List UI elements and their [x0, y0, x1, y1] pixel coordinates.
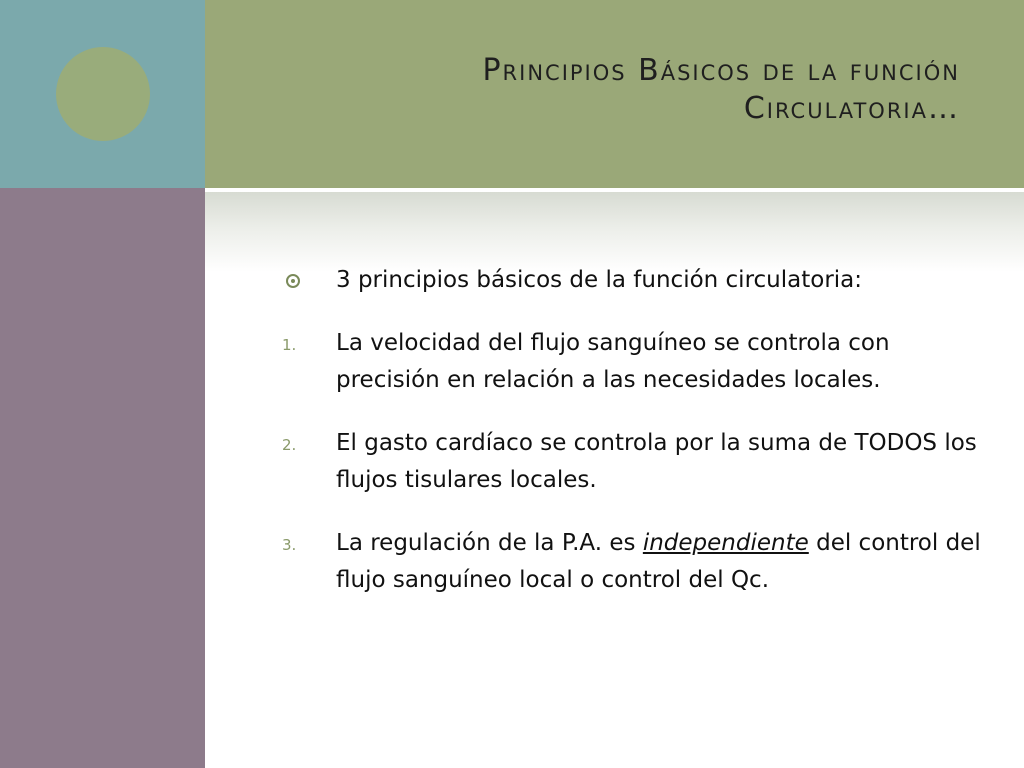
list-item-3: [270, 525, 990, 599]
intro-text: 3 principios básicos de la función circulatoria:: [336, 267, 863, 293]
decorative-teal-block: [0, 0, 205, 188]
list-text-3-before: La regulación de la P.A. es: [336, 530, 636, 556]
emphasis-independiente: independiente: [642, 530, 809, 556]
slide-content: [270, 262, 990, 625]
content-fade-band: [205, 192, 1024, 272]
list-item-1: [270, 325, 990, 399]
list-number-2: 2.: [282, 436, 297, 454]
decorative-circle: [56, 47, 150, 141]
slide-title: [340, 52, 960, 128]
list-text-2: El gasto cardíaco se controla por la suma de TODOS los flujos tisulares locales.: [336, 430, 977, 493]
circle-bullet-icon: [286, 274, 300, 288]
list-text-3: [336, 525, 990, 599]
list-number-1: 1.: [282, 336, 297, 354]
list-text-1: La velocidad del flujo sanguíneo se controla con precisión en relación a las necesidades locales.: [336, 330, 890, 393]
decorative-mauve-sidebar: [0, 188, 205, 768]
list-item-2: [270, 425, 990, 499]
list-number-3: 3.: [282, 536, 297, 554]
intro-bullet: [270, 262, 990, 299]
list-text-3-after: del control del flujo sanguíneo local o control del Qc.: [336, 530, 981, 593]
slide-title-line-2: Circulatoria…: [743, 91, 960, 126]
slide-title-line-1: Principios Básicos de la función: [482, 53, 960, 88]
